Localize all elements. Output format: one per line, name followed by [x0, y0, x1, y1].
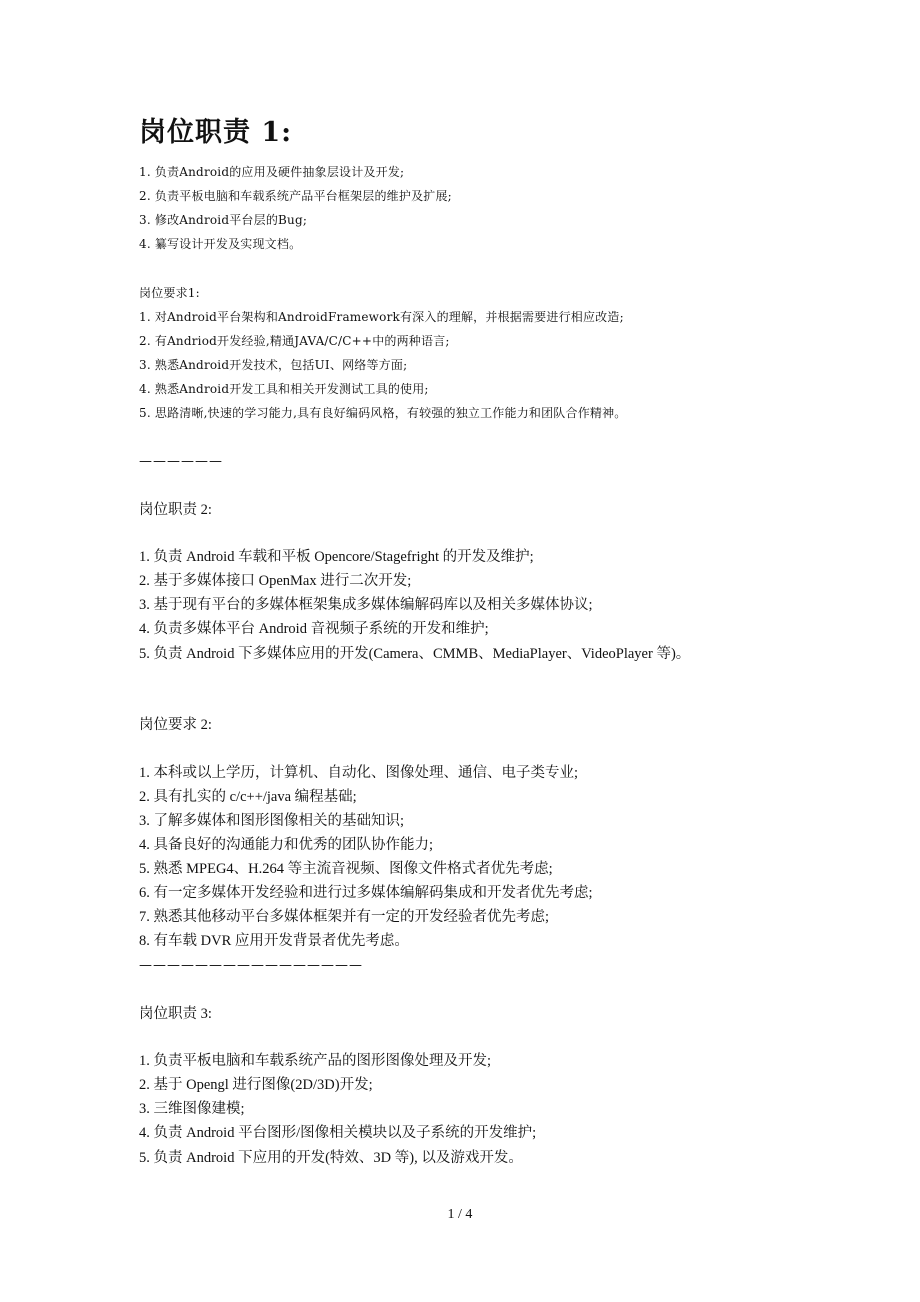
page-number: 1 / 4: [447, 1207, 473, 1222]
section-3-duty-1: 1. 负责平板电脑和车载系统产品的图形图像处理及开发;: [139, 1053, 492, 1069]
section-2-duty-4: 4. 负责多媒体平台 Android 音视频子系统的开发和维护;: [139, 621, 489, 637]
section-2-req-2: 2. 具有扎实的 c/c++/java 编程基础;: [139, 789, 357, 805]
section-2-req-8: 8. 有车载 DVR 应用开发背景者优先考虑。: [139, 933, 409, 949]
section-1-requirements-title: 岗位要求1:: [139, 286, 200, 300]
divider-1: ——————: [139, 454, 223, 469]
section-1-duty-1: 1. 负责Android的应用及硬件抽象层设计及开发;: [139, 165, 405, 179]
section-2-req-3: 3. 了解多媒体和图形图像相关的基础知识;: [139, 813, 405, 829]
section-3-duty-3: 3. 三维图像建模;: [139, 1101, 245, 1117]
section-2-req-1: 1. 本科或以上学历，计算机、自动化、图像处理、通信、电子类专业;: [139, 765, 579, 781]
section-1-title: 岗位职责 1:: [139, 117, 293, 148]
section-2-duty-5: 5. 负责 Android 下多媒体应用的开发(Camera、CMMB、MediaPlayer、VideoPlayer 等)。: [139, 646, 691, 662]
section-2-req-4: 4. 具备良好的沟通能力和优秀的团队协作能力;: [139, 837, 434, 853]
section-2-duty-3: 3. 基于现有平台的多媒体框架集成多媒体编解码库以及相关多媒体协议;: [139, 597, 593, 613]
section-2-duty-2: 2. 基于多媒体接口 OpenMax 进行二次开发;: [139, 573, 412, 589]
section-1-duty-2: 2. 负责平板电脑和车载系统产品平台框架层的维护及扩展;: [139, 189, 452, 203]
section-2-req-5: 5. 熟悉 MPEG4、H.264 等主流音视频、图像文件格式者优先考虑;: [139, 861, 553, 877]
section-3-title: 岗位职责 3:: [139, 1006, 212, 1022]
section-1-req-3: 3. 熟悉Android开发技术，包括UI、网络等方面;: [139, 358, 408, 372]
section-2-req-7: 7. 熟悉其他移动平台多媒体框架并有一定的开发经验者优先考虑;: [139, 909, 550, 925]
section-3-duty-4: 4. 负责 Android 平台图形/图像相关模块以及子系统的开发维护;: [139, 1125, 537, 1141]
divider-2: ————————————————: [139, 958, 363, 973]
section-1-req-5: 5. 思路清晰,快速的学习能力,具有良好编码风格，有较强的独立工作能力和团队合作精神。: [139, 406, 627, 420]
section-2-requirements-title: 岗位要求 2:: [139, 717, 212, 733]
section-2-title: 岗位职责 2:: [139, 502, 212, 518]
section-3-duty-5: 5. 负责 Android 下应用的开发(特效、3D 等), 以及游戏开发。: [139, 1150, 523, 1166]
section-1-duty-3: 3. 修改Android平台层的Bug;: [139, 213, 308, 227]
section-1-req-4: 4. 熟悉Android开发工具和相关开发测试工具的使用;: [139, 382, 429, 396]
section-2-duty-1: 1. 负责 Android 车载和平板 Opencore/Stagefright 的开发及维护;: [139, 549, 534, 565]
section-1-duty-4: 4. 纂写设计开发及实现文档。: [139, 237, 302, 251]
section-1-req-1: 1. 对Android平台架构和AndroidFramework有深入的理解，并根据需要进行相应改造;: [139, 310, 624, 324]
section-1-req-2: 2. 有Andriod开发经验,精通JAVA/C/C++中的两种语言;: [139, 334, 450, 348]
section-2-req-6: 6. 有一定多媒体开发经验和进行过多媒体编解码集成和开发者优先考虑;: [139, 885, 593, 901]
section-3-duty-2: 2. 基于 Opengl 进行图像(2D/3D)开发;: [139, 1077, 373, 1093]
